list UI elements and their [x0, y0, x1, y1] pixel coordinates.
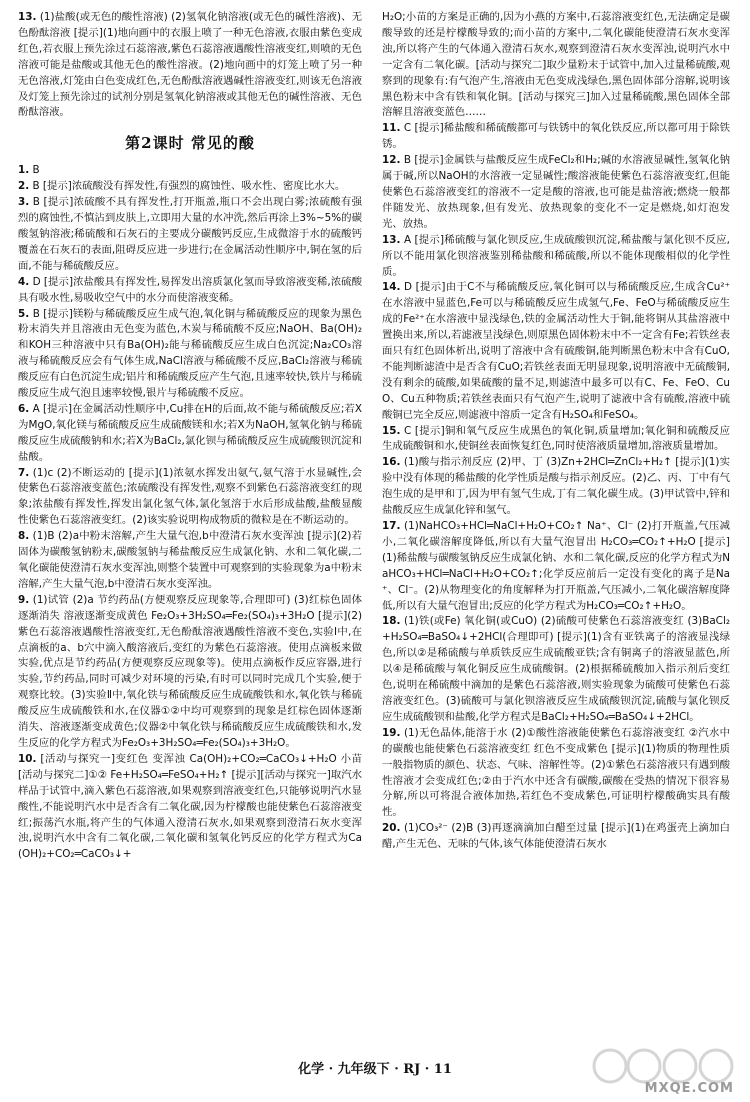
answer-entry: [18, 466, 362, 530]
left-bottom-entries: [18, 163, 362, 863]
answer-number: 9.: [18, 593, 30, 606]
answer-number: 8.: [18, 530, 30, 543]
answer-text: (1)盐酸(或无色的酸性溶液) (2)氢氧化钠溶液(或无色的碱性溶液)、无色酚酞溶液 [提示](1)地向画中的衣服上喷了一种无色溶液,衣服由紫色变成红色,若衣服上预先涂过石蕊溶液,紫色石蕊溶液遇酸性溶液变红,则喷的无色溶液可能是盐酸或其他无色的酸性溶液。(2)地向画中的灯笼上喷了另一种无色溶液,灯笼由白色变成红色,无色酚酞溶液遇碱性溶液变红,则该无色溶液及灯笼上预先涂过的试剂分别是氢氧化钠溶液或其他无色的碱性溶液、无色酚酞溶液。: [18, 11, 362, 119]
answer-entry: [382, 614, 730, 725]
answer-number: 11.: [382, 122, 401, 135]
answer-entry: [382, 233, 730, 281]
answer-number: 16.: [382, 456, 401, 469]
answer-text: B [提示]镁粉与稀硫酸反应生成气泡,氧化铜与稀硫酸反应的现象为黑色粉末消失并且溶液由无色变为蓝色,木炭与稀硫酸不反应;NaOH、Ba(OH)₂和KOH三种溶液中只有Ba(OH)₂能与稀硫酸反应生成白色沉淀;Na₂CO₃溶液与稀硫酸反应会有气体生成,NaCl溶液与稀硫酸不反应,BaCl₂溶液与稀硫酸反应有白色沉淀生成;铝片和稀硫酸反应产生气泡,且速率较快,铁片与稀硫酸反应生成气泡且速率较慢,银片与稀硫酸不反应。: [18, 307, 362, 400]
answer-entry: [382, 821, 730, 853]
answer-number: 5.: [18, 307, 30, 320]
answer-text: (1)NaHCO₃+HCl═NaCl+H₂O+CO₂↑ Na⁺、Cl⁻ (2)打开瓶盖,气压减小,二氧化碳溶解度降低,所以有大量气泡冒出 H₂CO₃═CO₂↑+H₂O [提示](1)稀盐酸与碳酸氢钠反应生成氯化钠、水和二氧化碳,反应的化学方程式为NaHCO₃+HCl═NaCl+H₂O+CO₂↑;化学反应前后一定没有变化的离子是Na⁺、Cl⁻。(2)从物理变化的角度解释为打开瓶盖,气压减小,二氧化碳溶解度降低,所以有大量气泡冒出;反应的化学方程式为H₂CO₃═CO₂↑+H₂O。: [382, 520, 730, 612]
answer-entry: [18, 402, 362, 466]
answer-text: B [提示]金属铁与盐酸反应生成FeCl₂和H₂;碱的水溶液显碱性,氢氧化钠属于碱,所以NaOH的水溶液一定显碱性;酸溶液能使紫色石蕊溶液变红,但能使紫色石蕊溶液变红的溶液不一定是酸的溶液,也可能是盐溶液;燃烧一般都伴随发光、放热现象,但有发光、放热现象的变化不一定是燃烧,如灯泡发光、放热。: [382, 154, 730, 230]
answer-number: 1.: [18, 164, 30, 177]
answer-entry: [18, 275, 362, 307]
answer-entry: [382, 280, 730, 423]
answer-text: H₂O;小苗的方案是正确的,因为小燕的方案中,石蕊溶液变红色,无法确定是碳酸导致的还是柠檬酸导致的;而小苗的方案中,二氧化碳能使澄清石灰水变浑浊,所以将产生的气体通入澄清石灰水,观察到澄清石灰水变浑浊,说明汽水中一定含有二氧化碳。[活动与探究二]取少量粉末于试管中,加入过量稀硫酸,观察到的现象有:有气泡产生,溶液由无色变成浅绿色,黑色固体部分溶解,说明该黑色粉末中含有铁和氧化铜。[活动与探究三]加入过量稀硫酸,黑色固体全部溶解且溶液变蓝色……: [382, 11, 730, 119]
left-column: [18, 10, 362, 1050]
answer-text: (1)CO₃²⁻ (2)B (3)再逐滴滴加白醋至过量 [提示](1)在鸡蛋壳上滴加白醋,产生无色、无味的气体,该气体能使澄清石灰水: [382, 822, 730, 851]
right-entries: [382, 10, 730, 853]
section-heading: 第2课时 常见的酸: [125, 134, 255, 153]
answer-text: A [提示]稀硫酸与氯化钡反应,生成硫酸钡沉淀,稀盐酸与氯化钡不反应,所以不能用氯化钡溶液鉴别稀盐酸和稀硫酸,所以不能体现酸相似的化学性质。: [382, 233, 730, 278]
answer-text: C [提示]稀盐酸和稀硫酸都可与铁锈中的氧化铁反应,所以都可用于除铁锈。: [382, 122, 730, 151]
answer-entry: [382, 153, 730, 233]
answer-number: 7.: [18, 466, 30, 479]
answer-number: 20.: [382, 822, 401, 835]
answer-text: B [提示]浓硫酸没有挥发性,有强烈的腐蚀性、吸水性、密度比水大。: [32, 180, 346, 193]
answer-entry: [18, 593, 362, 752]
answer-text: A [提示]在金属活动性顺序中,Cu排在H的后面,故不能与稀硫酸反应;若X为MgO,氧化镁与稀硫酸反应生成硫酸镁和水;若X为NaOH,氢氧化钠与稀硫酸反应生成硫酸钠和水;若X为BaCl₂,氯化钡与稀硫酸反应生成硫酸钡沉淀和盐酸。: [18, 402, 362, 463]
answer-entry: [382, 726, 730, 821]
answer-entry: [18, 195, 362, 275]
answer-number: 4.: [18, 275, 30, 288]
answer-entry: [18, 529, 362, 593]
answer-entry: [382, 519, 730, 614]
answer-number: 13.: [382, 233, 401, 246]
answer-entry: [382, 10, 730, 121]
answer-text: B: [32, 164, 40, 177]
answer-text: D [提示]浓盐酸具有挥发性,易挥发出溶质氯化氢而导致溶液变稀,浓硫酸具有吸水性,易吸收空气中的水分而使溶液变稀。: [18, 275, 362, 304]
answer-entry: [382, 455, 730, 519]
answer-number: 2.: [18, 180, 30, 193]
page-footer: 化学 · 九年级下 · RJ · 11: [298, 1062, 452, 1077]
answer-entry: [18, 752, 362, 863]
answer-text: (1)c (2)不断运动的 [提示](1)浓氨水挥发出氨气,氨气溶于水显碱性,会使紫色石蕊溶液变蓝色;浓硫酸没有挥发性,观察不到紫色石蕊溶液变红的现象;浓盐酸有挥发性,挥发出氯化氢气体,氯化氢溶于水后形成盐酸,盐酸显酸性使紫色石蕊溶液变红。(2)该实验说明构成物质的微粒是在不断运动的。: [18, 466, 362, 527]
answer-number: 10.: [18, 752, 37, 765]
answer-text: D [提示]由于C不与稀硫酸反应,氧化铜可以与稀硫酸反应,生成含Cu²⁺在水溶液中显蓝色,Fe可以与稀硫酸反应生成氢气,Fe、FeO与稀硫酸反应生成的Fe²⁺在水溶液中显浅绿色,铁的金属活动性大于铜,能将铜从其盐溶液中置换出来,所以,若滤液呈浅绿色,则原黑色固体粉末中不一定含有Fe;若铁丝表面只有红色固体析出,说明了溶液中含有硫酸铜,能判断黑色粉末中含有CuO,不能判断滤渣中是否含有CuO;若铁丝表面无明显现象,说明溶液中无硫酸铜,没有剩余的硫酸,如果硫酸的量不足,则滤渣中最多可以有C、Fe、FeO、CuO、Cu五种物质;若铁丝表面只有气泡产生,说明了滤液中含有硫酸,溶液中硫酸铜已完全反应,则滤液中溶质一定含有H₂SO₄和FeSO₄。: [382, 281, 730, 421]
answer-text: (1)无色晶体,能溶于水 (2)①酸性溶液能使紫色石蕊溶液变红 ②汽水中的碳酸也能使紫色石蕊溶液变红 红色不变成紫色 [提示](1)物质的物理性质一般指物质的颜色、状态、气味、溶解性等。(2)①紫色石蕊溶液只有遇到酸性溶液才会变成红色;②由于汽水中还含有碳酸,碳酸在受热的情况下很容易分解,所以可将混合液体加热,若红色不变成紫色,可证明柠檬酸确实具有酸性。: [382, 726, 730, 819]
answer-text: (1)试管 (2)a 节约药品(方便观察反应现象等,合理即可) (3)红棕色固体逐渐消失 溶液逐渐变成黄色 Fe₂O₃+3H₂SO₄═Fe₂(SO₄)₃+3H₂O [提示](2)紫色石蕊溶液遇酸性溶液变红,无色酚酞溶液遇酸性溶液不变色,实验Ⅰ中,在点滴板的a、b穴中滴入酸溶液后,变红的为紫色石蕊溶液。使用点滴板来做实验,优点是节约药品(方便观察反应现象等)。使用点滴板作反应容器,进行实验,节约药品,同时可减少对环境的污染,有时可以同时完成几个实验,便于观察比较。(3)实验Ⅱ中,氧化铁与稀硫酸反应生成硫酸铁和水,氧化铁与稀硫酸反应生成硫酸铁和水,在仪器①②中均可观察到的现象是红棕色固体逐渐消失、溶液逐渐变成黄色;仪器②中氧化铁与稀硫酸反应生成硫酸铁和水,发生反应的化学方程式为Fe₂O₃+3H₂SO₄═Fe₂(SO₄)₃+3H₂O。: [18, 593, 362, 749]
answer-entry: [18, 307, 362, 402]
answer-text: (1)B (2)a中粉末溶解,产生大量气泡,b中澄清石灰水变浑浊 [提示](2)若固体为碳酸氢钠粉末,碳酸氢钠与稀盐酸反应生成氯化钠、水和二氧化碳,二氧化碳能使澄清石灰水变浑浊,则整个装置中可观察到的实验现象为a中粉末溶解,产生大量气泡,b中澄清石灰水变浑浊。: [18, 530, 362, 590]
answer-text: [活动与探究一]变红色 变浑浊 Ca(OH)₂+CO₂═CaCO₃↓+H₂O 小苗 [活动与探究二]①② Fe+H₂SO₄═FeSO₄+H₂↑ [提示][活动与探究一]取汽水样品于试管中,滴入紫色石蕊溶液,如果观察到溶液变红色,只能够说明汽水显酸性,不能说明汽水中是否含有二氧化碳,因为柠檬酸也能使紫色石蕊溶液变红;振荡汽水瓶,将产生的气体通入澄清石灰水,如果观察到澄清石灰水变浑浊,说明汽水中含有二氧化碳,二氧化碳和氢氧化钙反应的化学方程式为Ca(OH)₂+CO₂═CaCO₃↓+: [18, 752, 362, 861]
answer-number: 14.: [382, 281, 401, 294]
answer-number: 13.: [18, 11, 37, 23]
answer-text: C [提示]铜和氧气反应生成黑色的氧化铜,质量增加;氧化铜和硫酸反应生成硫酸铜和水,使铜丝表面恢复红色,同时使溶液质量增加,溶液质量增加。: [382, 424, 730, 453]
answer-entry: [18, 10, 362, 121]
answer-entry: [382, 121, 730, 153]
answer-text: B [提示]浓硫酸不具有挥发性,打开瓶盖,瓶口不会出现白雾;浓硫酸有强烈的腐蚀性,不慎沾到皮肤上,立即用大量的水冲洗,然后再涂上3%~5%的碳酸氢钠溶液;稀硫酸和石灰石的主要成分碳酸钙反应,生成微溶于水的硫酸钙覆盖在石灰石的表面,阻碍反应进一步进行;在金属活动性顺序中,铜在氢的后面,不能与稀硫酸反应。: [18, 196, 362, 272]
answer-number: 12.: [382, 154, 401, 167]
answer-entry: [382, 424, 730, 456]
answer-entry: [18, 179, 362, 195]
watermark-text: MXQE.COM: [644, 1081, 734, 1096]
answer-number: 3.: [18, 196, 30, 209]
answer-text: (1)铁(或Fe) 氧化铜(或CuO) (2)硫酸可使紫色石蕊溶液变红 (3)BaCl₂+H₂SO₄═BaSO₄↓+2HCl(合理即可) [提示](1)含有亚铁离子的溶液显浅绿色,所以②是稀硫酸与单质铁反应生成硫酸亚铁;含有铜离子的溶液显蓝色,所以④是稀硫酸与氧化铜反应生成硫酸铜。(2)根据稀硫酸加入指示剂后变红色,说明在稀硫酸中滴加的是紫色石蕊溶液,则实验现象为硫酸可使紫色石蕊溶液变红色。(3)硫酸可与氯化钡溶液反应生成硫酸钡沉淀,硫酸与氯化钡反应生成硫酸钡和盐酸,化学方程式是BaCl₂+H₂SO₄═BaSO₄↓+2HCl。: [382, 615, 730, 723]
answer-entry: [18, 163, 362, 179]
answer-text: (1)酸与指示剂反应 (2)甲、丁 (3)Zn+2HCl═ZnCl₂+H₂↑ [提示](1)实验中没有体现的稀盐酸的化学性质是酸与指示剂反应。(2)乙、丙、丁中有气泡生成的是甲和丁,因为甲有氢气生成,丁有二氧化碳生成。(3)甲试管中,锌和盐酸反应生成氯化锌和氢气。: [382, 456, 730, 517]
answer-number: 6.: [18, 402, 30, 415]
right-column: [382, 10, 730, 1050]
answer-number: 18.: [382, 615, 401, 628]
answer-number: 17.: [382, 520, 401, 532]
answer-number: 15.: [382, 424, 401, 437]
answer-number: 19.: [382, 726, 401, 739]
left-top-entries: [18, 10, 362, 121]
